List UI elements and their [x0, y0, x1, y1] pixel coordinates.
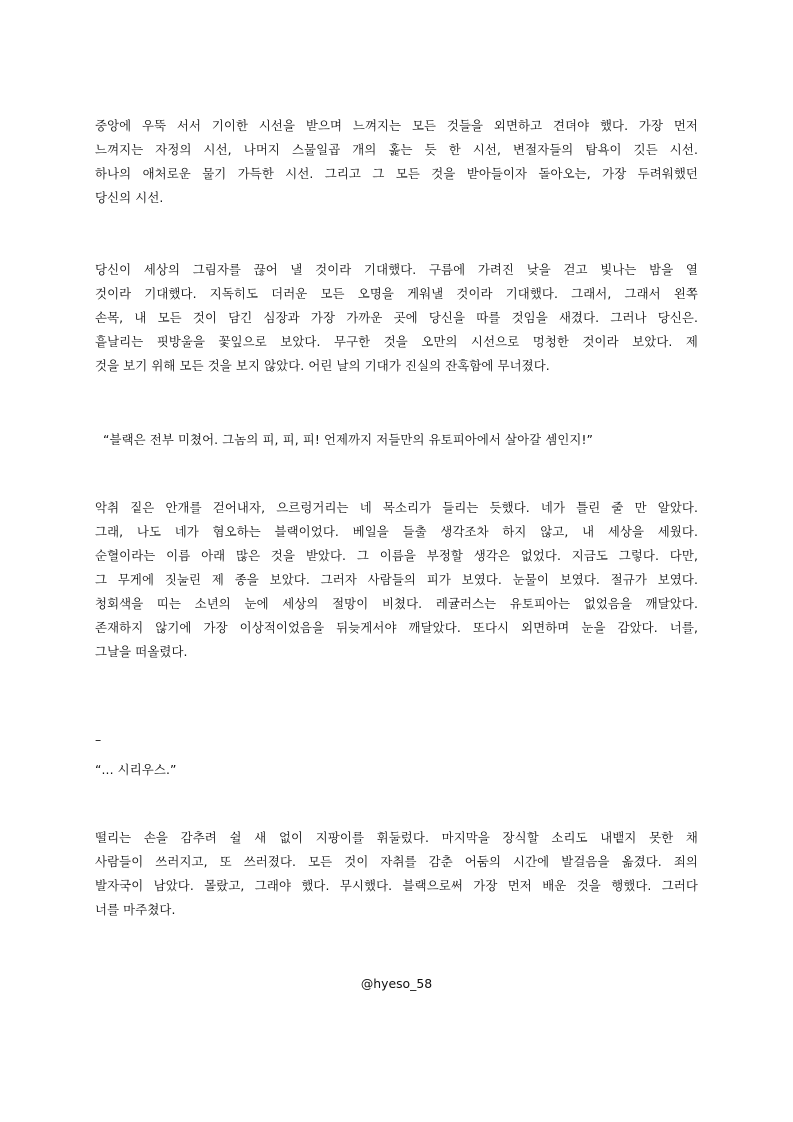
text-line: 손목, 내 모든 것이 담긴 심장과 가장 가까운 곳에 당신을 따를 것임을 새겼다. 그러나 당신은.: [95, 310, 698, 325]
text-line: 그날을 떠올렸다.: [95, 644, 188, 659]
paragraph-2: [95, 258, 698, 378]
text-line: 너를 마주쳤다.: [95, 902, 176, 917]
paragraph-1: [95, 114, 698, 210]
text-line: 당신이 세상의 그림자를 끊어 낼 것이라 기대했다. 구름에 가려진 낮을 걷고 빛나는 밤을 열: [95, 262, 698, 277]
text-line: “블랙은 전부 미쳤어. 그놈의 피, 피, 피! 언제까지 저들만의 유토피아에서 살아갈 셈인지!”: [103, 432, 594, 447]
text-line: 당신의 시선.: [95, 190, 164, 205]
text-line: “... 시리우스.”: [95, 762, 177, 777]
paragraph-7: [95, 826, 698, 922]
paragraph-4: [95, 496, 698, 664]
text-line: 악취 짙은 안개를 걷어내자, 으르렁거리는 네 목소리가 들리는 듯했다. 네가 틀린 줄 만 알았다.: [95, 500, 698, 515]
text-line: 순혈이라는 이름 아래 많은 것을 받았다. 그 이름을 부정할 생각은 없었다. 지금도 그렇다. 다만,: [95, 548, 698, 563]
section-dash: [95, 728, 698, 752]
text-line: 떨리는 손을 감추려 쉴 새 없이 지팡이를 휘둘렀다. 마지막을 장식할 소리도 내뱉지 못한 채: [95, 830, 698, 845]
text-line: 것이라 기대했다. 지독히도 더러운 모든 오명을 게워낼 것이라 기대했다. 그래서, 그래서 왼쪽: [95, 286, 698, 301]
text-line: 하나의 애처로운 물기 가득한 시선. 그리고 그 모든 것을 받아들이자 돌아오는, 가장 두려워했던: [95, 166, 698, 181]
text-line: 흩날리는 핏방울을 꽃잎으로 보았다. 무구한 것을 오만의 시선으로 멍청한 것이라 보았다. 제: [95, 334, 698, 349]
text-line: 중앙에 우뚝 서서 기이한 시선을 받으며 느껴지는 모든 것들을 외면하고 견뎌야 했다. 가장 먼저: [95, 118, 698, 133]
dialogue-sirius: [95, 758, 698, 782]
dialogue-quote: [103, 428, 706, 452]
author-handle: @hyeso_58: [360, 976, 433, 991]
text-line: 존재하지 않기에 가장 이상적이었음을 뒤늦게서야 깨달았다. 또다시 외면하며 눈을 감았다. 너를,: [95, 620, 698, 635]
text-line: 청회색을 띠는 소년의 눈에 세상의 절망이 비쳤다. 레귤러스는 유토피아는 없었음을 깨달았다.: [95, 596, 698, 611]
text-line: 그래, 나도 네가 혐오하는 블랙이었다. 베일을 들출 생각조차 하지 않고, 내 세상을 세웠다.: [95, 524, 698, 539]
text-line: 그 무게에 짓눌린 제 종을 보았다. 그러자 사람들의 피가 보였다. 눈물이 보였다. 절규가 보였다.: [95, 572, 698, 587]
text-line: 발자국이 남았다. 몰랐고, 그래야 했다. 무시했다. 블랙으로써 가장 먼저 배운 것을 행했다. 그러다: [95, 878, 698, 893]
text-line: –: [95, 732, 102, 747]
text-line: 느껴지는 자정의 시선, 나머지 스물일곱 개의 홅는 듯 한 시선, 변절자들의 탐욕이 깃든 시선.: [95, 142, 698, 157]
text-line: 것을 보기 위해 모든 것을 보지 않았다. 어린 날의 기대가 진실의 잔혹함에 무너졌다.: [95, 358, 550, 373]
text-line: 사람들이 쓰러지고, 또 쓰러졌다. 모든 것이 자취를 감춘 어둠의 시간에 발걸음을 옮겼다. 죄의: [95, 854, 698, 869]
